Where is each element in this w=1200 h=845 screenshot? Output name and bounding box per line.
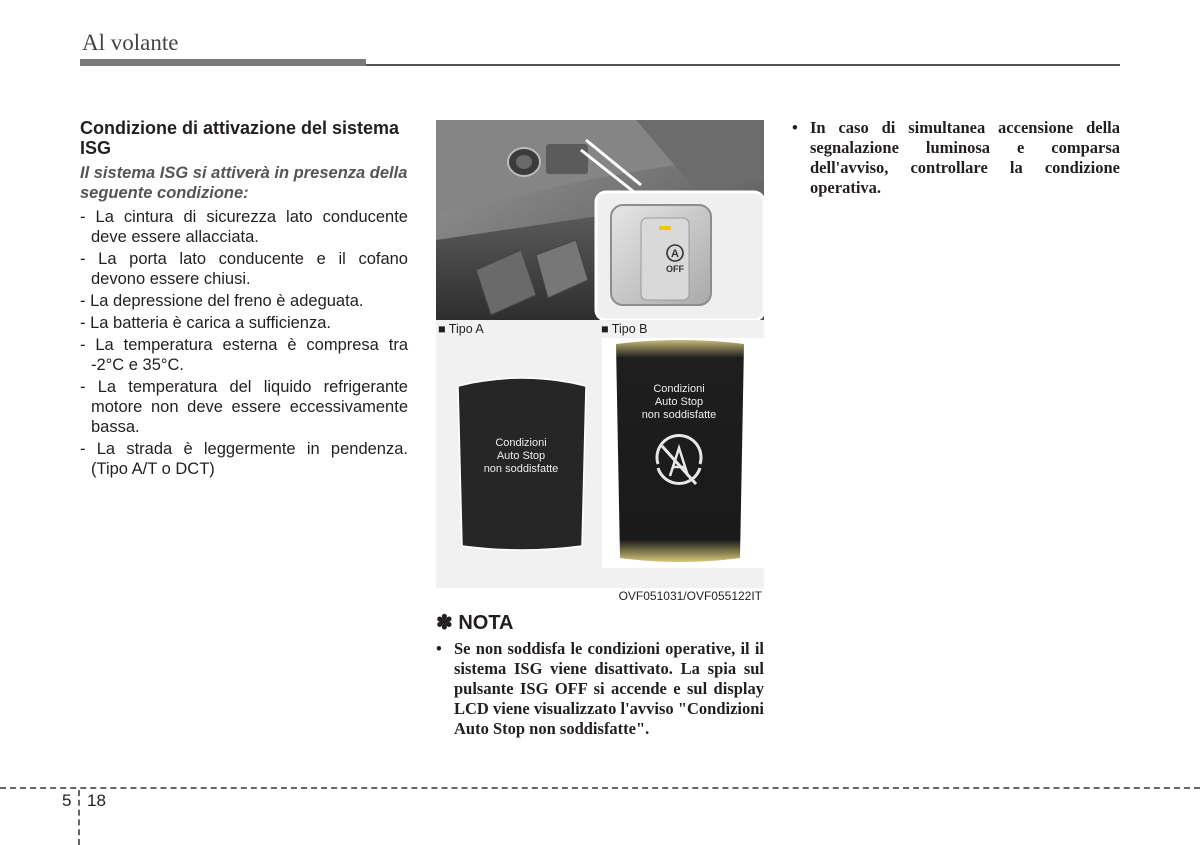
section-title: Condizione di attivazione del sistema ISG <box>80 118 400 158</box>
nota-text <box>436 639 764 739</box>
condition-item: - La batteria è carica a sufficienza. <box>80 314 331 332</box>
condition-item: - La temperatura del liquido refrigerante motore non deve essere eccessivamente bassa. <box>80 378 408 436</box>
header-rule-thin <box>366 64 1120 66</box>
condition-item: - La strada è leggermente in pendenza. (Tipo A/T o DCT) <box>80 440 408 478</box>
lcd-a-line: non soddisfatte <box>483 463 559 475</box>
display-figure <box>436 320 764 588</box>
footer-divider <box>78 790 80 845</box>
right-note-text: In caso di simultanea accensione della segnalazione luminosa e comparsa dell'avviso, controllare la condizione operativa. <box>810 118 1120 197</box>
dashboard-illustration <box>436 120 764 320</box>
page-number: 18 <box>87 791 106 810</box>
condition-list <box>80 207 408 479</box>
lcd-a-line: Condizioni <box>495 437 547 449</box>
isg-button-label: OFF <box>666 264 684 274</box>
condition-item: - La depressione del freno è adeguata. <box>80 292 364 310</box>
footer-rule <box>0 787 1200 789</box>
condition-item: - La temperatura esterna è compresa tra -2°C e 35°C. <box>80 336 408 374</box>
condition-item: - La cintura di sicurezza lato conducente deve essere allacciata. <box>80 208 408 246</box>
lcd-b-line: Condizioni <box>653 383 705 395</box>
chapter-number: 5 <box>62 791 72 810</box>
dashboard-photo <box>436 120 764 320</box>
nota-body-text: Se non soddisfa le condizioni operative, il il sistema ISG viene disattivato. La spia sul pulsante ISG OFF si accende e sul display LCD viene visualizzato l'avviso "Condizioni Auto Stop non soddisfatte". <box>454 639 764 738</box>
right-note <box>792 118 1120 198</box>
middle-column <box>436 120 764 739</box>
lcd-displays <box>436 338 764 588</box>
right-column <box>792 118 1120 198</box>
header-rule-thick <box>80 59 366 66</box>
lcd-b-line: non soddisfatte <box>641 409 717 421</box>
condition-item: - La porta lato conducente e il cofano devono essere chiusi. <box>80 250 408 288</box>
section-intro: Il sistema ISG si attiverà in presenza della seguente condizione: <box>80 164 408 202</box>
nota-title: ✽ NOTA <box>436 612 514 634</box>
type-b-label: ■ Tipo B <box>601 322 648 336</box>
nota-bullet: • <box>436 639 442 658</box>
figure-code: OVF051031/OVF055122IT <box>618 589 762 603</box>
type-a-label: ■ Tipo A <box>438 322 484 336</box>
page-header-title: Al volante <box>82 30 179 55</box>
lcd-b-line: Auto Stop <box>654 396 704 408</box>
left-column <box>80 118 408 481</box>
lcd-a-line: Auto Stop <box>496 450 546 462</box>
right-bullet: • <box>792 118 798 137</box>
isg-button-icon-letter: A <box>671 248 679 260</box>
